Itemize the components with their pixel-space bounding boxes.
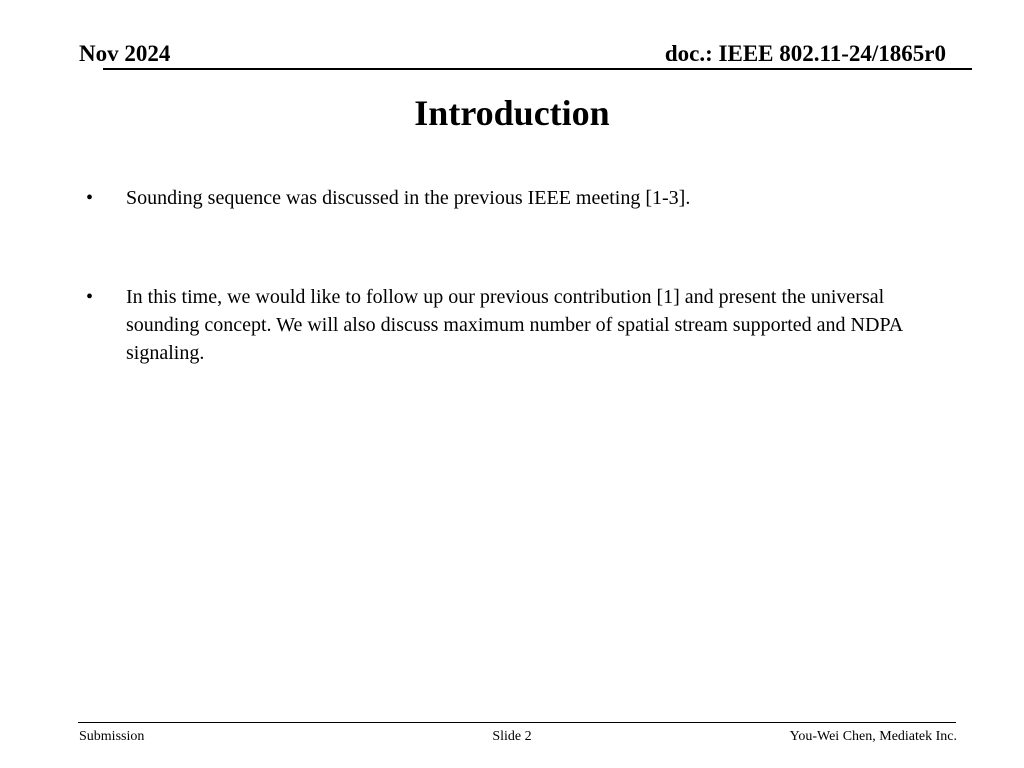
author-affiliation: You-Wei Chen, Mediatek Inc. <box>789 729 957 744</box>
header-divider <box>103 68 972 70</box>
bullet-icon: • <box>86 286 94 308</box>
bullet-text: Sounding sequence was discussed in the previous IEEE meeting [1-3]. <box>126 187 691 209</box>
footer-submission: Submission <box>79 729 145 744</box>
slide-title: Introduction <box>414 93 610 133</box>
bullet-text: In this time, we would like to follow up our previous contribution [1] and present the universal sounding concept. We will also discuss maximum number of spatial stream supported and NDPA signaling. <box>126 286 903 364</box>
bullet-icon: • <box>86 187 94 209</box>
header-date: Nov 2024 <box>79 41 171 66</box>
slide-number: Slide 2 <box>492 729 532 744</box>
document-id: doc.: IEEE 802.11-24/1865r0 <box>664 41 946 66</box>
bullet-item-sounding-sequence <box>86 184 946 212</box>
footer-divider <box>78 722 956 723</box>
bullet-item-follow-up <box>86 283 946 367</box>
